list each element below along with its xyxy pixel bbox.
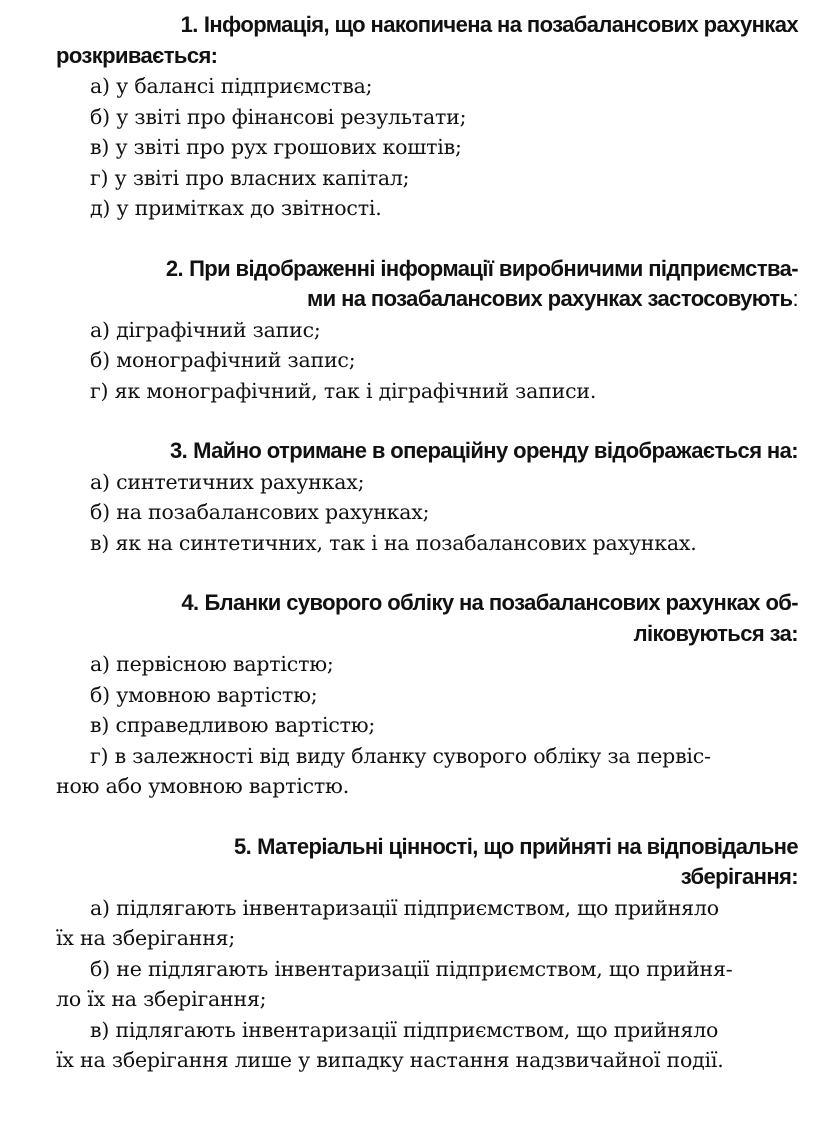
- question-2-title-line-1: 2. При відображенні інформації виробничими підприємства-: [165, 255, 798, 281]
- question-3-option-a: а) синтетичних рахунках;: [90, 469, 365, 494]
- question-3-option-b: б) на позабалансових рахунках;: [90, 500, 430, 524]
- question-3: [56, 436, 798, 558]
- question-2: [56, 254, 798, 407]
- question-1: [56, 10, 798, 224]
- question-2-title-line-2: ми на позабалансових рахунках застосовують:: [306, 286, 798, 311]
- question-4-option-a: а) первісною вартістю;: [90, 652, 334, 676]
- question-5-option-a-line-1: а) підлягають інвентаризації підприємством, що прийняло: [90, 895, 719, 920]
- question-2-number: 2.: [165, 255, 184, 281]
- question-4-option-b: б) умовною вартістю;: [90, 682, 318, 707]
- question-5-title-line-1: 5. Матеріальні цінності, що прийняті на відповідальне: [233, 833, 798, 859]
- question-5-option-c-line-1: в) підлягають інвентаризації підприємством, що прийняло: [90, 1017, 719, 1042]
- question-2-option-a: а) діграфічний запис;: [90, 317, 321, 342]
- question-2-option-c: г) як монографічний, так і діграфічний записи.: [90, 378, 597, 403]
- question-4: [56, 588, 798, 802]
- question-2-option-b: б) монографічний запис;: [90, 348, 356, 372]
- question-5-option-b-line-2: ло їх на зберігання;: [56, 987, 267, 1011]
- question-4-number: 4.: [181, 590, 199, 615]
- question-1-option-a: а) у балансі підприємства;: [90, 74, 373, 98]
- question-1-option-e: д) у примітках до звітності.: [90, 196, 382, 220]
- question-5-number: 5.: [233, 833, 252, 859]
- question-4-option-c: в) справедливою вартістю;: [90, 713, 376, 737]
- question-1-option-d: г) у звіті про власних капітал;: [90, 165, 410, 190]
- question-4-option-d-line-1: г) в залежності від виду бланку суворого обліку за первіс-: [90, 743, 711, 768]
- question-1-title-line-2: розкривається:: [56, 42, 218, 68]
- question-5-option-b-line-1: б) не підлягають інвентаризації підприємством, що прийня-: [90, 956, 733, 981]
- question-4-title-line-2: ліковуються за:: [633, 620, 798, 646]
- question-5: [56, 832, 798, 1076]
- question-5-option-a-line-2: їх на зберігання;: [56, 926, 236, 950]
- question-1-title-line-1: 1. Інформація, що накопичена на позабалансових рахунках: [180, 12, 798, 37]
- question-3-number: 3.: [170, 438, 188, 463]
- question-3-option-c: в) як на синтетичних, так і на позабалансових рахунках.: [90, 530, 697, 555]
- document-page: [56, 10, 798, 1076]
- question-1-option-b: б) у звіті про фінансові результати;: [90, 104, 467, 129]
- question-4-option-d-line-2: ною або умовною вартістю.: [56, 774, 350, 798]
- question-1-number: 1.: [180, 12, 198, 37]
- question-3-title-line-1: 3. Майно отримане в операційну оренду відображається на:: [170, 438, 798, 463]
- question-5-title-line-2: зберігання:: [680, 864, 798, 889]
- question-4-title-line-1: 4. Бланки суворого обліку на позабалансових рахунках об-: [181, 590, 798, 615]
- question-5-option-c-line-2: їх на зберігання лише у випадку настання надзвичайної події.: [56, 1048, 724, 1072]
- question-1-option-c: в) у звіті про рух грошових коштів;: [90, 135, 462, 159]
